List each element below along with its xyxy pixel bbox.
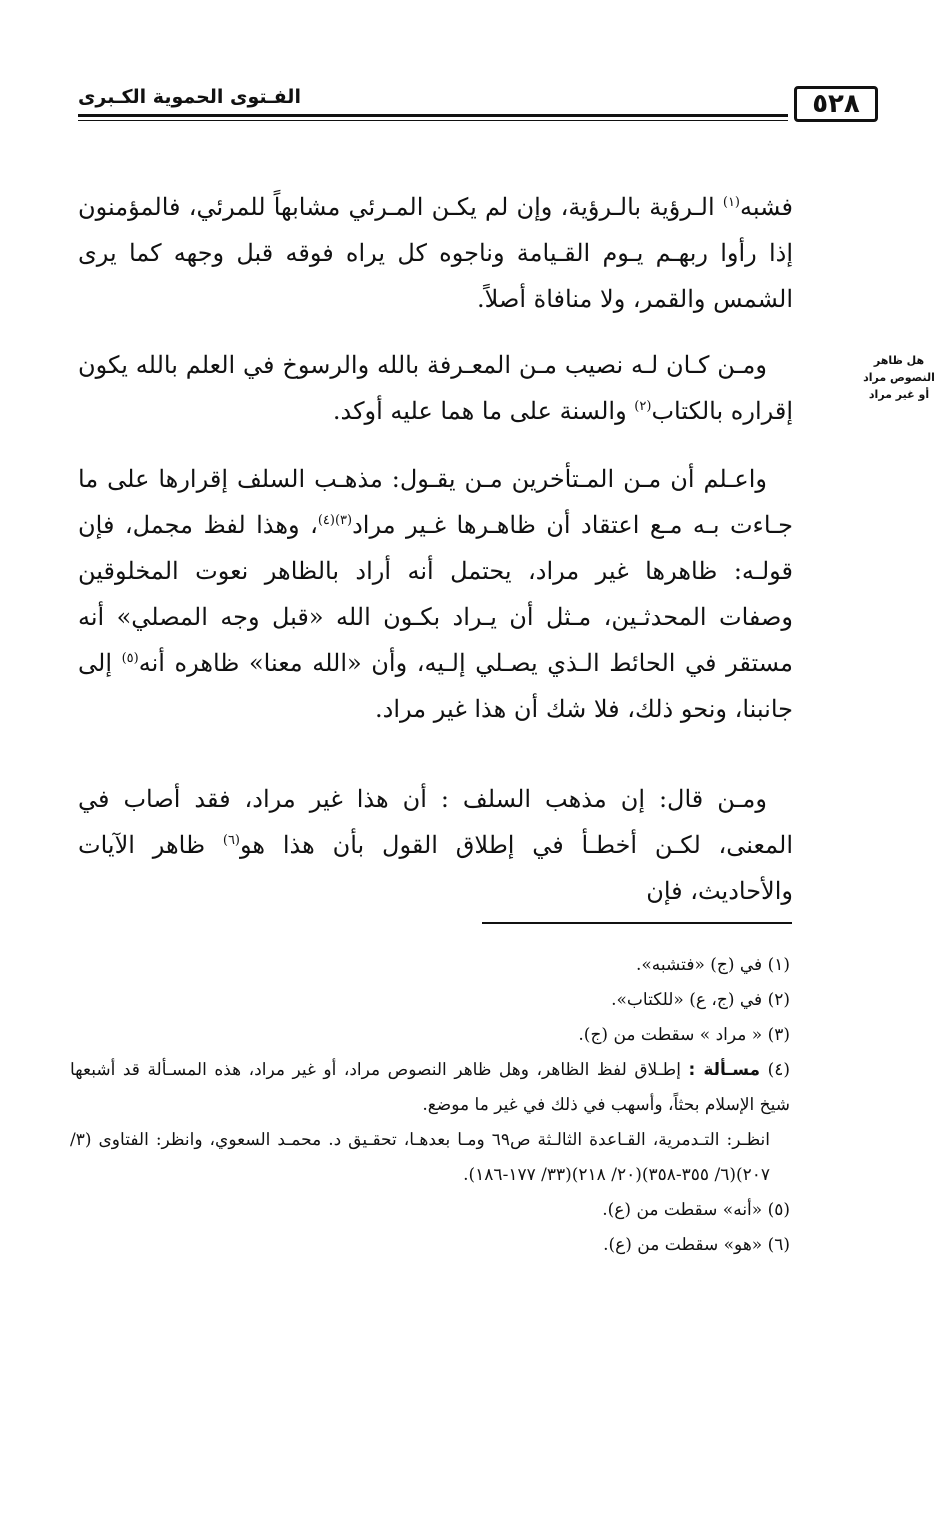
main-text-2 [78, 342, 793, 434]
footnote-6: (٦) «هو» سقطت من (ع). [603, 1235, 790, 1255]
main-text [78, 184, 793, 322]
page-header [78, 84, 878, 128]
page-number: ٥٢٨ [794, 86, 878, 122]
text-run: ، وهذا لفظ مجمل، فإن قولـه: ظاهرها غير مراد، يحتمل أنه أراد بالظاهر نعوت المخلوقين وصفات المحدثـين، مـثل أن يـراد بكـون الله «قبل وجه المصلي» أنه مستقر في الحائط الـذي يصـلي إلـيه، وأن «الله معنا» ظاهره أنه [78, 511, 794, 677]
running-title: الفـتوى الحموية الكـبرى [78, 86, 301, 108]
text-run: ظاهر الآيات والأحاديث، فإن [78, 831, 793, 905]
header-rule [78, 114, 788, 117]
footnote-ref: (٥) [121, 651, 139, 666]
footnote-2: (٢) في (ج، ع) «للكتاب». [611, 990, 790, 1010]
main-text-3 [78, 456, 793, 732]
text-run: ومـن قال: إن مذهب السلف : أن هذا غير مراد، فقد أصاب في المعنى، لكـن أخطـأ في إطلاق القول بأن هذا هو [78, 785, 793, 859]
paragraph-2 [78, 342, 793, 434]
footnote-1: (١) في (ج) «فتشبه». [635, 955, 790, 975]
footnote-ref: (١) [722, 195, 740, 210]
footnote-4-continuation: انظـر: التـدمرية، القـاعدة الثالـثة ص٦٩ ومـا بعدهـا، تحقـيق د. محمـد السعوي، وانظر: الفتاوى (٣/ ٢٠٧)(٦/ ٣٥٥-٣٥٨)(٢٠/ ٢١٨)(٣٣/ ١٧٧-١٨٦). [70, 1130, 770, 1185]
footnote-number: (٤) [760, 1060, 790, 1080]
text-run: فشبه [740, 193, 793, 221]
footnote-4 [70, 1053, 790, 1123]
footnote-ref: (٣)(٤) [317, 513, 353, 528]
footnote-3: (٣) « مراد » سقطت من (ج). [578, 1025, 790, 1045]
text-run: والسنة على ما هما عليه أوكد. [332, 397, 635, 425]
main-text-4 [78, 776, 793, 914]
text-run: إلى جانبنا، ونحو ذلك، فلا شك أن هذا غير مراد. [78, 649, 793, 723]
footnote-separator [482, 922, 792, 924]
footnotes [70, 948, 790, 1263]
margin-note: هل ظاهر النصوص مراد أو غير مراد [863, 354, 935, 401]
footnote-ref: (٢) [634, 399, 652, 414]
paragraph-3 [78, 456, 793, 732]
paragraph-4 [78, 776, 793, 914]
footnote-keyword: مسـألة : [688, 1060, 761, 1080]
text-run: ومـن كـان لـه نصيب مـن المعـرفة بالله والرسوخ في العلم بالله يكون إقراره بالكتاب [78, 351, 793, 425]
footnote-text: إطـلاق لفظ الظاهر، وهل ظاهر النصوص مراد، أو غير مراد، هذه المسـألة قد أشبعها شيخ الإسلام بحثاً، وأسهب في ذلك في غير ما موضع. [70, 1060, 790, 1115]
text-run: واعـلم أن مـن المـتأخرين مـن يقـول: مذهـب السلف إقرارها على ما جـاءت بـه مـع اعتقاد أن ظاهـرها غـير مراد [78, 465, 794, 539]
text-run: الـرؤية بالـرؤية، وإن لم يكـن المـرئي مشابهاً للمرئي، فالمؤمنون إذا رأوا ربهـم يـوم القـيامة وناجوه كل يراه فوقه قبل وجهه كما يرى الشمس والقمر، ولا منافاة أصلاً. [78, 193, 793, 313]
footnote-ref: (٦) [222, 833, 240, 848]
footnote-5: (٥) «أنه» سقطت من (ع). [602, 1200, 790, 1220]
header-rule-thin [78, 120, 788, 121]
paragraph-1 [78, 184, 793, 322]
